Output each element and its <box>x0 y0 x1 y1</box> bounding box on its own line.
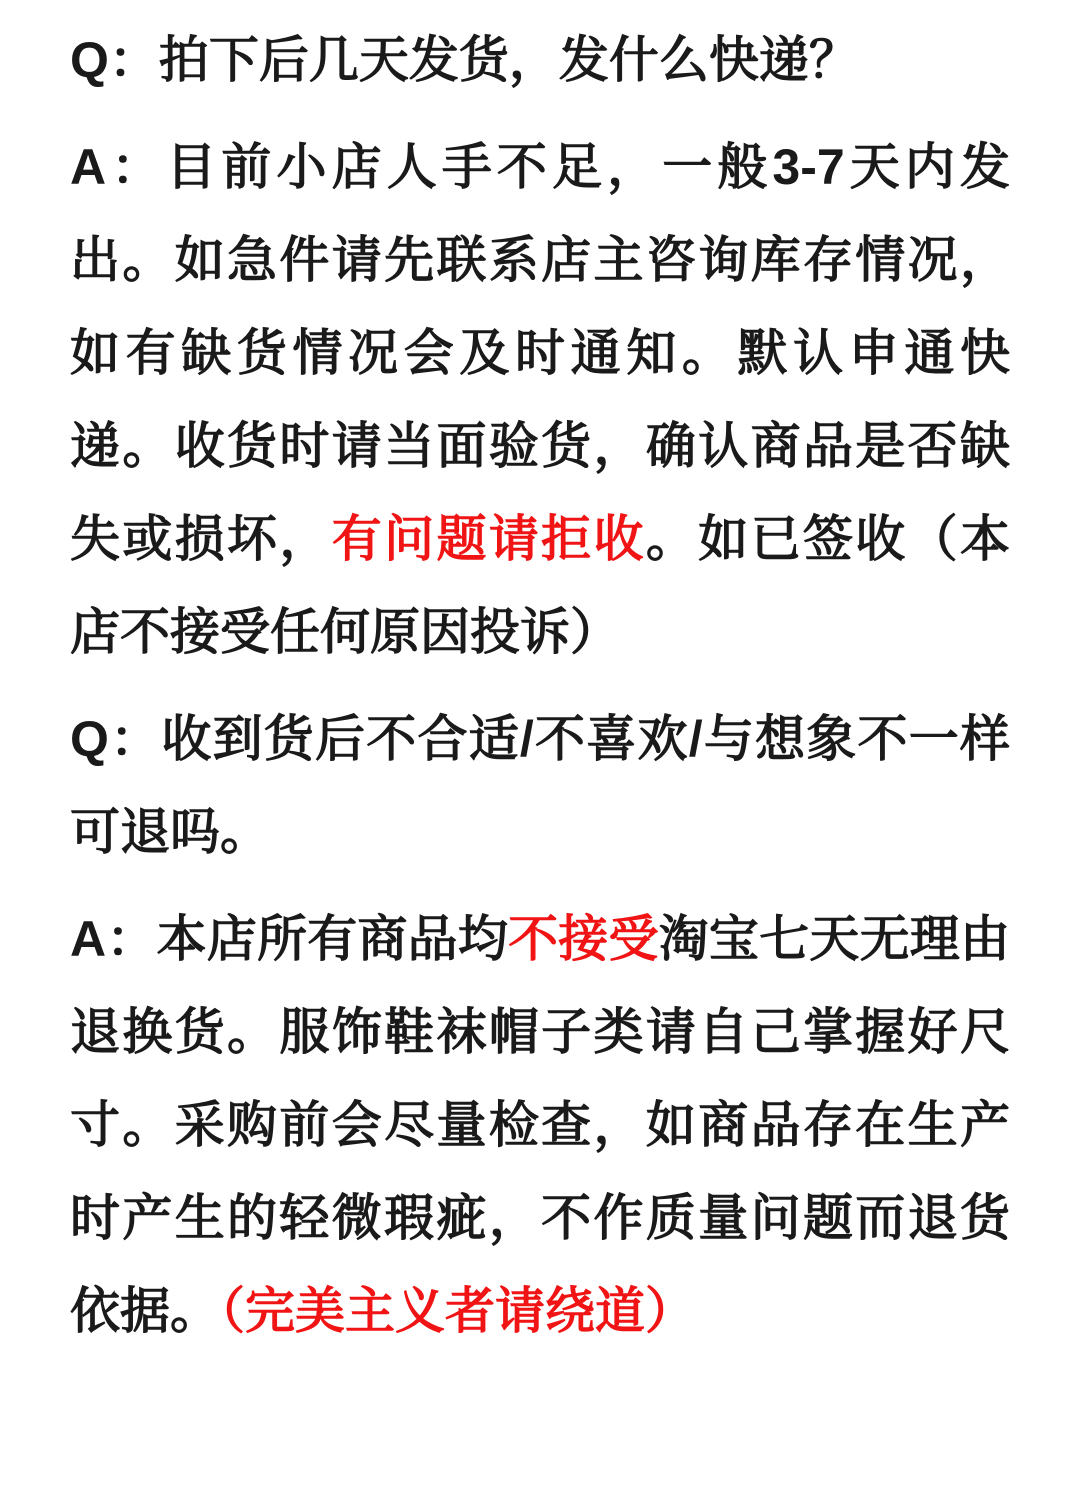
faq-paragraph <box>70 14 1010 107</box>
faq-question <box>70 693 1010 879</box>
faq-paragraph <box>70 893 1010 1358</box>
faq-paragraph <box>70 121 1010 679</box>
body-text: Q：拍下后几天发货，发什么快递？ <box>70 32 859 88</box>
body-text: 。如已签收（本店不接受任何原因投诉） <box>70 511 1011 660</box>
highlighted-text: （完美主义者请绕道） <box>220 1283 695 1339</box>
faq-paragraph <box>70 693 1010 879</box>
body-text: A：目前小店人手不足，一般3-7天内发出。如急件请先联系店主咨询库存情况，如有缺货情况会及时通知。默认申通快递。收货时请当面验货，确认商品是否缺失或损坏， <box>70 139 1010 567</box>
faq-answer <box>70 121 1010 679</box>
highlighted-text: 不接受 <box>508 911 659 967</box>
faq-question <box>70 14 1010 107</box>
faq-answer <box>70 893 1010 1358</box>
faq-block-list <box>70 14 1010 1358</box>
body-text: Q：收到货后不合适/不喜欢/与想象不一样可退吗。 <box>70 711 1010 860</box>
highlighted-text: 有问题请拒收 <box>331 511 646 567</box>
body-text: 淘宝七天无理由退换货。服饰鞋袜帽子类请自己掌握好尺寸。采购前会尽量检查，如商品存在生产时产生的轻微瑕疵，不作质量问题而退货依据。 <box>70 911 1011 1339</box>
body-text: A：本店所有商品均 <box>70 911 509 967</box>
